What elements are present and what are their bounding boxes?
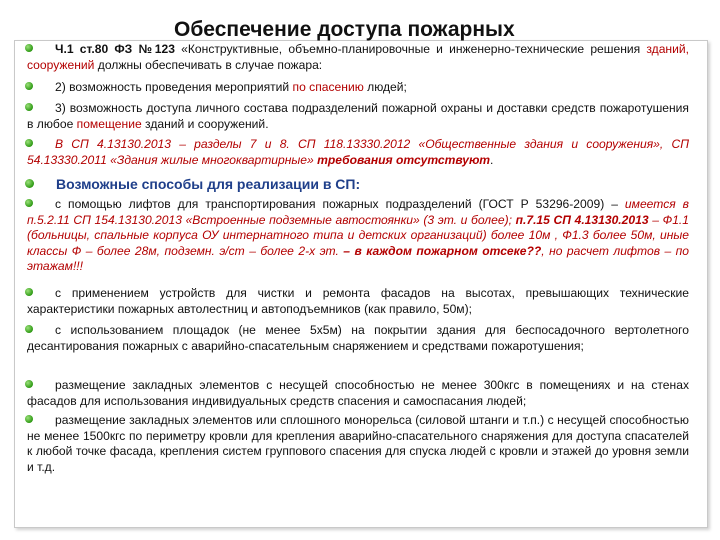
paragraph-anchors: размещение закладных элементов с несущей способностью не менее 300кгс в помещениях и на стенах фасадов для использования индивидуальных средств спасения и самоспасания людей; [27,378,689,408]
bullet-icon [25,179,34,188]
bullet-icon [25,325,33,333]
paragraph-requirements: В СП 4.13130.2013 – разделы 7 и 8. СП 118.13330.2012 «Общественные здания и сооружения», СП 54.13330.2011 «Здания жилые многоквартирные» требования отсутствуют. [27,137,689,167]
bullet-icon [25,415,33,423]
bullet-icon [25,82,33,90]
bullet-icon [25,44,33,52]
paragraph-helipad: с использованием площадок (не менее 5х5м) на покрытии здания для беспосадочного вертолетного десантирования пожарных с аварийно-спасательным снаряжением и средствами пожаротушения; [27,323,689,353]
paragraph-rescue: 2) возможность проведения мероприятий по спасению людей; [27,80,689,96]
paragraph-law-reference: Ч.1 ст.80 ФЗ №123 «Конструктивные, объемно-планировочные и инженерно-технические решения зданий, сооружений должны обеспечивать в случае пожара: [27,42,689,72]
bullet-icon [25,380,33,388]
slide-title: Обеспечение доступа пожарных [174,18,515,41]
paragraph-monorail: размещение закладных элементов или сплошного монорельса (силовой штанги и т.п.) с несущей способностью не менее 1500кгс по периметру кровли для крепления аварийно-спасательного снаряжения для доступа спасателей к любой точке фасада, крепления систем группового спасения для спуска людей с кровли и этажей до уровня земли и т.д. [27,413,689,474]
paragraph-access: 3) возможность доступа личного состава подразделений пожарной охраны и доставки средств пожаротушения в любое помещение зданий и сооружений. [27,101,689,131]
bullet-icon [25,103,33,111]
bullet-icon [25,139,33,147]
law-reference: Ч.1 ст.80 ФЗ №123 [55,42,175,56]
bullet-icon [25,288,33,296]
section-heading: Возможные способы для реализации в СП: [27,177,689,194]
paragraph-facade-devices: с применением устройств для чистки и ремонта фасадов на высотах, превышающих технические характеристики пожарных автолестниц и автоподъемников (как правило, 50м); [27,286,689,316]
bullet-icon [25,199,33,207]
paragraph-lifts: с помощью лифтов для транспортирования пожарных подразделений (ГОСТ Р 53296-2009) – имеется в п.5.2.11 СП 154.13130.2013 «Встроенные подземные автостоянки» (3 эт. и более); п.7.15 СП 4.13130.2013 – Ф1.1 (больницы, спальные корпуса ОУ интернатного типа и детских организаций) более 10м , Ф1.3 более 50м, иные классы Ф – более 28м, подземн. э/ст – более 2-х эт. – в каждом пожарном отсеке??, но расчет лифтов – по этажам!!! [27,197,690,273]
